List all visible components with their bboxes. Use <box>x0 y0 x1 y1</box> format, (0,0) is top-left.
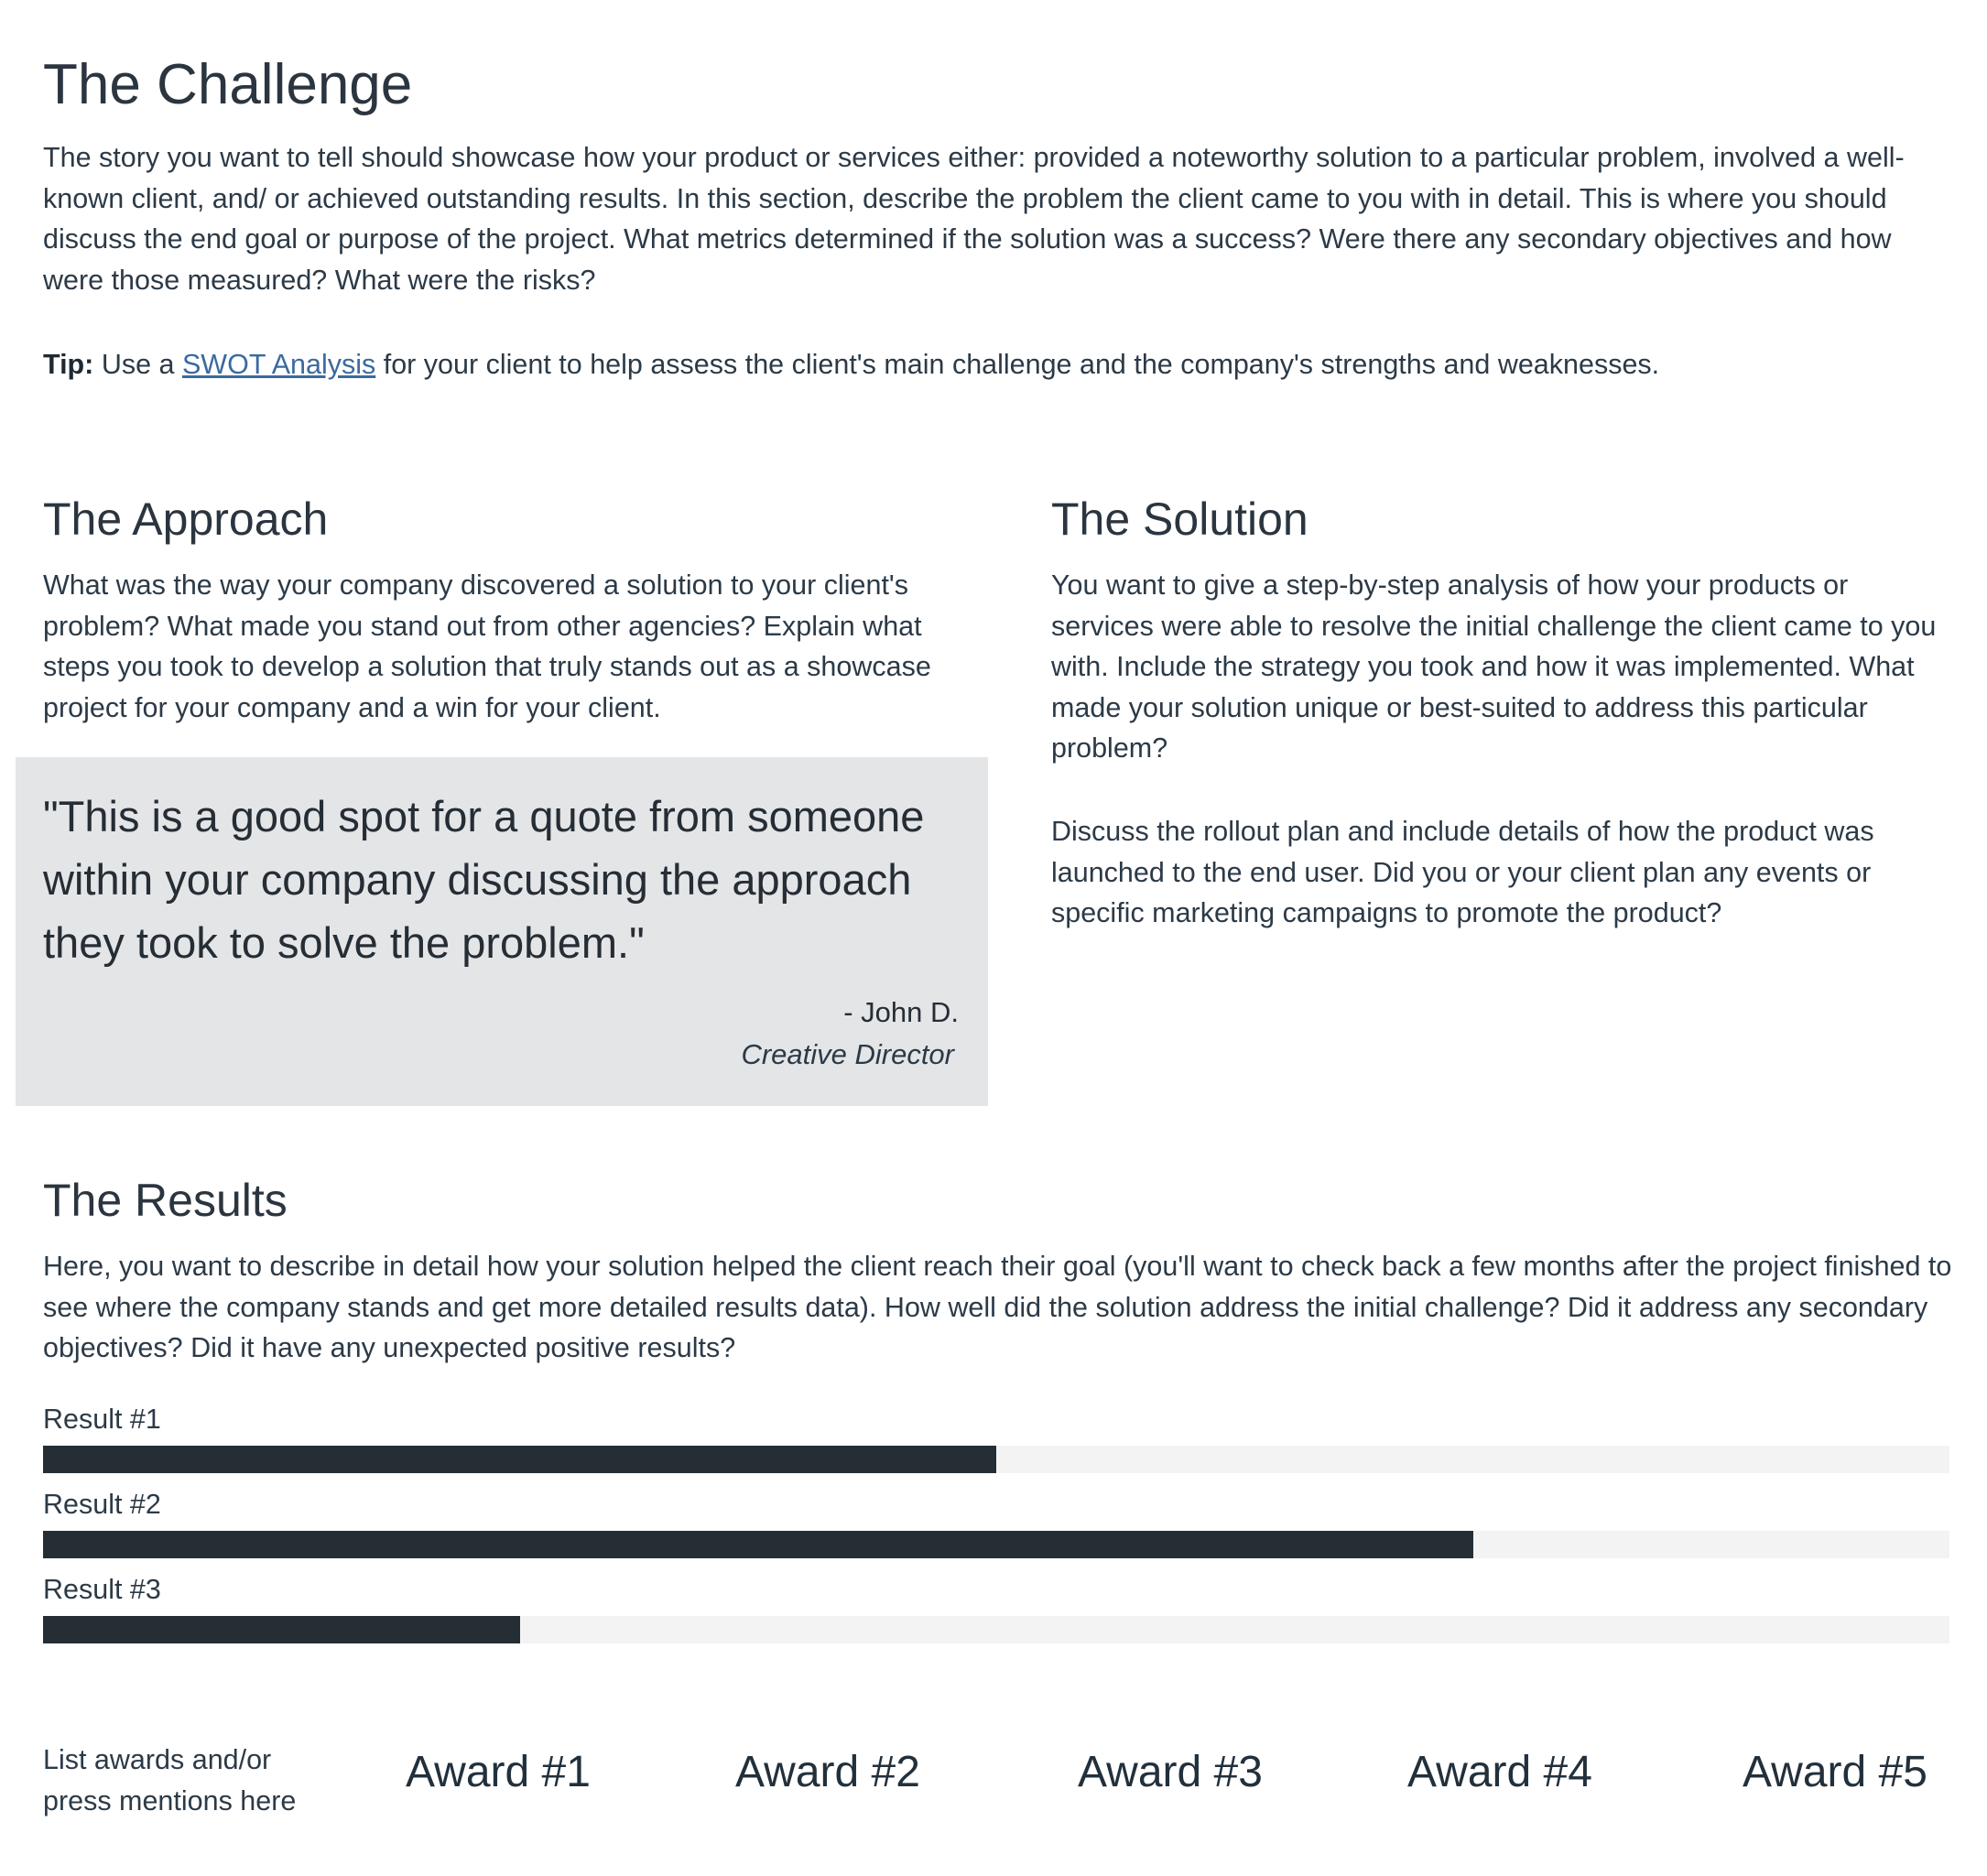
solution-heading: The Solution <box>1051 493 1308 545</box>
result-bar-track-1 <box>43 1446 1949 1473</box>
quote-block <box>16 757 988 1106</box>
award-5: Award #5 <box>1743 1748 1927 1796</box>
result-label-2: Result #2 <box>43 1489 161 1520</box>
solution-paragraph-2: Discuss the rollout plan and include details of how the product was launched to the end user. Did you or your client plan any events or specific marketing campaigns to promote the product? <box>1051 816 1874 929</box>
result-bar-track-3 <box>43 1616 1949 1643</box>
tip-paragraph <box>43 344 1948 385</box>
award-1: Award #1 <box>406 1748 591 1796</box>
challenge-paragraph: The story you want to tell should showcase how your product or services either: provided a noteworthy solution to a particular problem, involved a well-known client, and/ or achieved outstanding results. In this section, describe the problem the client came to you with in detail. This is where you should discuss the end goal or purpose of the project. What metrics determined if the solution was a success? Were there any secondary objectives and how were those measured? What were the risks? <box>43 142 1905 296</box>
results-heading: The Results <box>43 1175 288 1226</box>
challenge-heading: The Challenge <box>43 53 413 116</box>
result-bar-fill-3 <box>43 1616 520 1643</box>
approach-paragraph: What was the way your company discovered a solution to your client's problem? What made you stand out from other agencies? Explain what steps you took to develop a solution that truly stands out as a showcase project for your company and a win for your client. <box>43 569 931 723</box>
result-bar-fill-1 <box>43 1446 996 1473</box>
result-bar-track-2 <box>43 1531 1949 1558</box>
solution-paragraph-1: You want to give a step-by-step analysis of how your products or services were able to resolve the initial challenge the client came to you with. Include the strategy you took and how it was implemented. What made your solution unique or best-suited to address this particular problem? <box>1051 569 1937 764</box>
quote-author: - John D. <box>843 996 959 1028</box>
swot-analysis-link[interactable]: SWOT Analysis <box>181 349 376 380</box>
result-label-3: Result #3 <box>43 1574 161 1605</box>
award-2: Award #2 <box>735 1748 920 1796</box>
quote-text: "This is a good spot for a quote from someone within your company discussing the approach they took to solve the problem." <box>43 792 925 967</box>
awards-note: List awards and/or press mentions here <box>43 1744 297 1816</box>
award-3: Award #3 <box>1078 1748 1263 1796</box>
tip-label: Tip: <box>43 349 94 380</box>
award-4: Award #4 <box>1407 1748 1592 1796</box>
results-paragraph: Here, you want to describe in detail how your solution helped the client reach their goal (you'll want to check back a few months after the project finished to see where the company stands and get more detailed results data). How well did the solution address the initial challenge? Did it address any secondary objectives? Did it have any unexpected positive results? <box>43 1251 1952 1364</box>
tip-text-before: Use a <box>93 349 182 380</box>
result-label-1: Result #1 <box>43 1404 161 1435</box>
approach-heading: The Approach <box>43 493 329 545</box>
tip-text-after: for your client to help assess the client's main challenge and the company's strengths and weaknesses. <box>375 349 1660 380</box>
result-bar-fill-2 <box>43 1531 1473 1558</box>
quote-author-role: Creative Director <box>741 1038 954 1070</box>
